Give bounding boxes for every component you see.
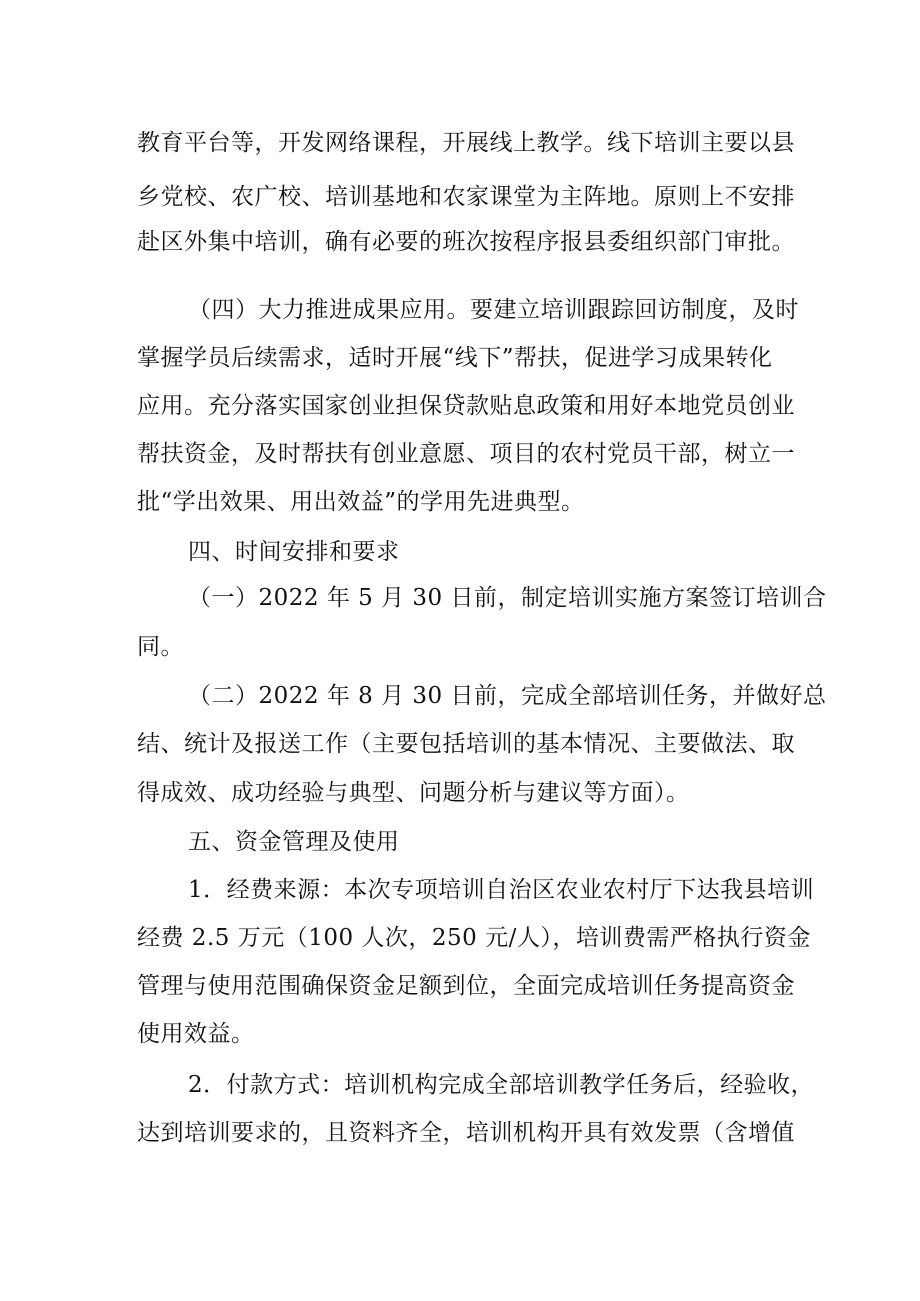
text-line: 1．经费来源：本次专项培训自治区农业农村厅下达我县培训 (188, 877, 815, 903)
text-line: 2．付款方式：培训机构完成全部培训教学任务后，经验收， (188, 1072, 815, 1098)
text-line: （二）2022 年 8 月 30 日前，完成全部培训任务，并做好总 (188, 683, 827, 709)
section-heading: 五、资金管理及使用 (188, 829, 400, 855)
text-line: 管理与使用范围确保资金足额到位，全面完成培训任务提高资金 (137, 973, 795, 999)
text-line: 达到培训要求的，且资料齐全，培训机构开具有效发票（含增值 (137, 1120, 795, 1146)
text-line: 应用。充分落实国家创业担保贷款贴息政策和用好本地党员创业 (137, 393, 795, 419)
text-line: （一）2022 年 5 月 30 日前，制定培训实施方案签订培训合 (188, 585, 827, 611)
text-line: 使用效益。 (137, 1021, 255, 1047)
text-line: 赴区外集中培训，确有必要的班次按程序报县委组织部门审批。 (137, 229, 795, 255)
section-heading: 四、时间安排和要求 (188, 539, 400, 565)
text-line: （四）大力推进成果应用。要建立培训跟踪回访制度，及时 (188, 297, 799, 323)
text-line: 乡党校、农广校、培训基地和农家课堂为主阵地。原则上不安排 (137, 184, 795, 210)
text-line: 帮扶资金，及时帮扶有创业意愿、项目的农村党员干部，树立一 (137, 441, 795, 467)
text-line: 得成效、成功经验与典型、问题分析与建议等方面）。 (137, 780, 690, 806)
text-line: 批“学出效果、用出效益”的学用先进典型。 (137, 489, 585, 515)
text-line: 掌握学员后续需求，适时开展“线下”帮扶，促进学习成果转化 (137, 345, 773, 371)
text-line: 教育平台等，开发网络课程，开展线上教学。线下培训主要以县 (137, 130, 795, 156)
text-line: 结、统计及报送工作（主要包括培训的基本情况、主要做法、取 (137, 731, 795, 757)
text-line: 同。 (137, 634, 184, 660)
text-line: 经费 2.5 万元（100 人次，250 元/人），培训费需严格执行资金 (137, 925, 811, 951)
